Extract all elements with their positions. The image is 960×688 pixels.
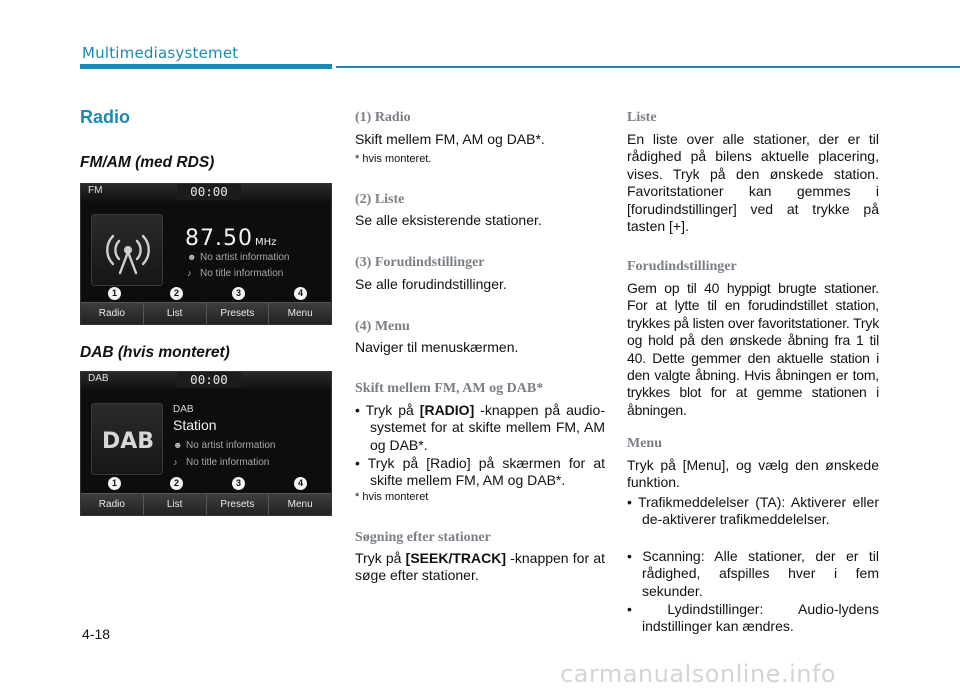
- callout-2: 2: [170, 287, 183, 300]
- frequency-display: [185, 226, 276, 251]
- dab-label: DAB: [173, 404, 194, 415]
- header-rule-thick: [80, 64, 332, 69]
- bullet-traffic: • Trafikmeddelelser (TA): Aktiverer eller de-aktiverer trafikmeddelelser.: [627, 494, 879, 528]
- heading-presets-detail: Forudindstillinger: [627, 259, 737, 274]
- dab-logo: [91, 403, 163, 475]
- callout-1: 1: [108, 287, 121, 300]
- bullet-scan: • Scanning: Alle stationer, der er til rådighed, afspilles hver i fem sekunder.: [627, 548, 879, 599]
- dab-logo-text: DAB: [101, 429, 155, 454]
- callout-numbers: [81, 287, 331, 303]
- paragraph-presets-detail: Gem op til 40 hyppigt brugte stationer. For at lytte til en forudindstillet station, trykkes på listen over favoritstationer. Tryk og hold på den ønskede åbning fra 1 til 40. Dette gemmer den aktuelle station i den valgte åbning. Hvis åbningen er tom, trykkes blot for at gemme stationen i åbningen.: [627, 280, 879, 418]
- page-number: 4-18: [82, 626, 111, 642]
- station-name: Station: [173, 417, 217, 433]
- paragraph-menu: Naviger til menuskærmen.: [355, 339, 519, 355]
- header-rule-thin: [336, 66, 960, 68]
- radio-tower-icon: [91, 214, 163, 286]
- artist-info: [187, 252, 289, 263]
- bullet-text-pre: • Tryk på: [355, 402, 420, 418]
- paragraph-liste-detail: En liste over alle stationer, der er til rådighed på bilens aktuelle placering, vises. Tryk på den ønskede station. Favoritstationer kan gemmes i [forudindstillinger] ved at trykke på tasten [+].: [627, 131, 879, 235]
- person-icon: ☻: [173, 440, 183, 450]
- watermark: carmanualsonline.info: [560, 660, 837, 688]
- menu-softkey[interactable]: Menu: [287, 308, 313, 319]
- band-label: FM: [88, 185, 103, 196]
- dab-subtitle: DAB (hvis monteret): [80, 344, 230, 361]
- title-text: No title information: [186, 457, 270, 468]
- bullet-radio-button: [355, 402, 605, 454]
- search-text-pre: Tryk på: [355, 550, 406, 566]
- search-text-post: -knappen for at søge efter stationer.: [355, 550, 606, 584]
- heading-presets: (3) Forudindstillinger: [355, 255, 485, 270]
- heading-menu: (4) Menu: [355, 319, 410, 334]
- list-softkey[interactable]: List: [144, 494, 207, 515]
- section-title-radio: Radio: [80, 107, 131, 127]
- title-info: [187, 268, 283, 279]
- heading-search: Søgning efter stationer: [355, 530, 491, 545]
- paragraph-menu-detail: Tryk på [Menu], og vælg den ønskede funktion.: [627, 457, 879, 491]
- heading-liste-detail: Liste: [627, 110, 657, 125]
- title-info: [173, 457, 269, 468]
- frequency-unit: MHz: [254, 237, 277, 248]
- fm-am-subtitle: FM/AM (med RDS): [80, 154, 215, 171]
- artist-text: No artist information: [186, 440, 276, 451]
- heading-radio: (1) Radio: [355, 110, 411, 125]
- bullet-radio-screen: • Tryk på [Radio] på skærmen for at skifte mellem FM, AM og DAB*.: [355, 455, 605, 489]
- callout-4: 4: [294, 477, 307, 490]
- presets-softkey[interactable]: Presets: [207, 494, 270, 515]
- title-text: No title information: [200, 268, 284, 279]
- bullet-text-post: -knappen på audio-systemet for at skifte mellem FM, AM og DAB*.: [370, 402, 605, 453]
- callout-numbers: [81, 477, 331, 493]
- fm-radio-screen: [80, 183, 332, 325]
- clock-display: 00:00: [177, 184, 241, 200]
- person-icon: ☻: [187, 252, 197, 262]
- radio-softkey[interactable]: Radio: [81, 303, 144, 324]
- radio-key-label: [RADIO]: [419, 402, 475, 418]
- paragraph-presets: Se alle forudindstillinger.: [355, 276, 507, 292]
- bullet-sound: • Lydindstillinger: Audio-lydens indstillinger kan ændres.: [627, 601, 879, 635]
- footnote-1: * hvis monteret.: [355, 153, 432, 165]
- paragraph-search: [355, 550, 605, 585]
- list-softkey[interactable]: List: [144, 303, 207, 324]
- music-note-icon: ♪: [187, 268, 192, 278]
- chapter-title: Multimediasystemet: [82, 44, 239, 62]
- callout-3: 3: [232, 477, 245, 490]
- menu-softkey[interactable]: Menu: [287, 499, 313, 510]
- softkey-bar: [81, 302, 331, 324]
- frequency-value: 87.50: [185, 226, 253, 251]
- heading-switch-band: Skift mellem FM, AM og DAB*: [355, 381, 544, 396]
- presets-softkey[interactable]: Presets: [207, 303, 270, 324]
- paragraph-liste: Se alle eksisterende stationer.: [355, 212, 542, 228]
- radio-softkey[interactable]: Radio: [81, 494, 144, 515]
- callout-3: 3: [232, 287, 245, 300]
- callout-4: 4: [294, 287, 307, 300]
- artist-info: [173, 440, 275, 451]
- softkey-bar: [81, 493, 331, 515]
- heading-menu-detail: Menu: [627, 436, 662, 451]
- callout-2: 2: [170, 477, 183, 490]
- seek-track-key-label: [SEEK/TRACK]: [405, 550, 507, 566]
- callout-1: 1: [108, 477, 121, 490]
- paragraph-radio: Skift mellem FM, AM og DAB*.: [355, 131, 545, 147]
- footnote-2: * hvis monteret: [355, 491, 429, 503]
- dab-radio-screen: [80, 371, 332, 516]
- artist-text: No artist information: [200, 252, 290, 263]
- music-note-icon: ♪: [173, 457, 178, 467]
- heading-liste: (2) Liste: [355, 192, 405, 207]
- clock-display: 00:00: [177, 372, 241, 388]
- band-label: DAB: [88, 373, 109, 384]
